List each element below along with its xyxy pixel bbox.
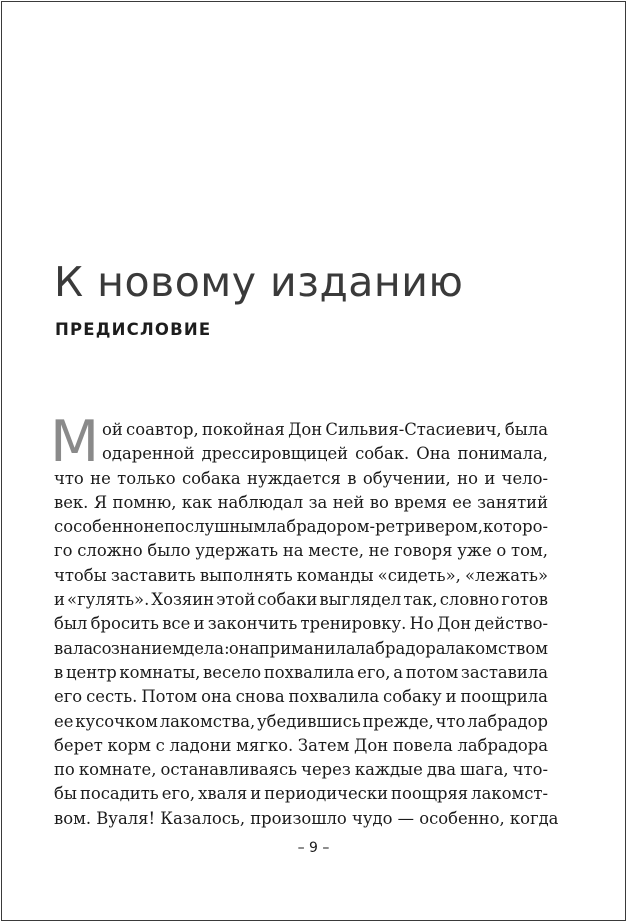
text-line: век. Я помню, как наблюдал за ней во время ее занятий	[54, 492, 549, 512]
text-line: вом. Вуаля! Казалось, произошло чудо — особенно, когда	[54, 808, 559, 828]
text-line: что не только собака нуждается в обучении, но и чело-	[54, 468, 548, 488]
text-line: вала со знанием дела: она приманила лабрадора лакомством	[54, 638, 548, 658]
text-line: его сесть. Потом она снова похвалила собаку и поощрила	[54, 687, 548, 707]
text-line: был бросить все и закончить тренировку. Но Дон действо-	[54, 614, 549, 634]
text-line: ой соавтор, покойная Дон Сильвия-Стасиевич, была	[102, 420, 548, 439]
body-text	[50, 409, 559, 831]
text-line: с особенно непослушным лабрадором-ретривером, которо-	[54, 517, 548, 537]
text-line: ее кусочком лакомства, убедившись прежде, что лабрадор	[54, 711, 548, 731]
text-line: в центр комнаты, весело похвалила его, а потом заставила	[54, 662, 549, 682]
text-line: берет корм с ладони мягко. Затем Дон повела лабрадора	[54, 735, 549, 755]
page-number: – 9 –	[297, 840, 330, 856]
text-line: по комнате, останавливаясь через каждые два шага, что-	[54, 760, 548, 780]
text-line: и «гулять». Хозяин этой собаки выглядел так, словно готов	[54, 590, 548, 610]
chapter-subtitle: ПРЕДИСЛОВИЕ	[55, 320, 212, 339]
text-line: бы посадить его, хваля и периодически поощряя лакомст-	[54, 784, 549, 804]
text-line: чтобы заставить выполнять команды «сидеть», «лежать»	[54, 565, 549, 585]
book-page	[1, 1, 626, 921]
text-line: го сложно было удержать на месте, не говоря уже о том,	[54, 541, 548, 561]
drop-cap: М	[50, 409, 100, 475]
chapter-title: К новому изданию	[54, 258, 464, 306]
text-line: одаренной дрессировщицей собак. Она понимала,	[102, 444, 549, 464]
